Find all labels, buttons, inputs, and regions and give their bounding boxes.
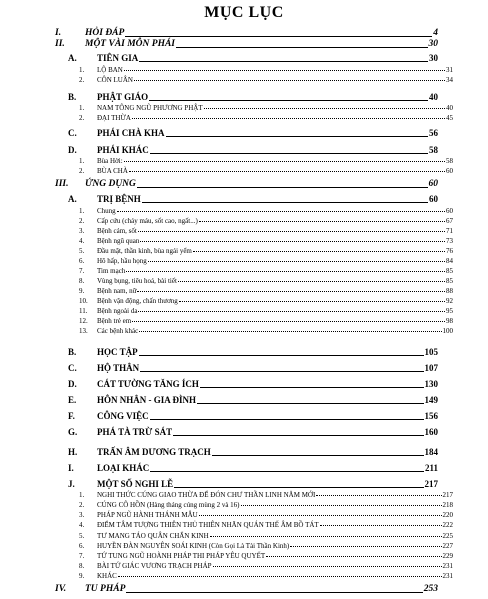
toc-entry-page: 95 — [446, 307, 453, 315]
toc-entry-number: 1. — [79, 66, 85, 74]
toc-entry[interactable] — [79, 76, 453, 84]
toc-entry-title: Bệnh nam, nữ — [97, 287, 137, 295]
toc-leader — [150, 471, 424, 472]
toc-leader — [124, 161, 445, 162]
toc-entry-number: J. — [68, 479, 75, 489]
toc-entry-number: 9. — [79, 287, 85, 295]
toc-entry-title: HÔN NHÂN - GIA ĐÌNH — [97, 395, 197, 405]
toc-entry-page: 58 — [429, 145, 438, 155]
toc-entry-number: A. — [68, 194, 77, 204]
toc-entry-title: Bệnh trẻ em — [97, 317, 132, 325]
toc-entry[interactable] — [68, 347, 438, 357]
toc-entry-page: 85 — [446, 267, 453, 275]
toc-entry-number: 5. — [79, 532, 85, 540]
toc-entry-page: 60 — [428, 179, 438, 189]
toc-entry-title: HỌC TẬP — [97, 347, 138, 357]
toc-entry-title: Bệnh cảm, sốt — [97, 227, 137, 235]
toc-entry-title: ĐIỂM TÂM TƯỢNG THIÊN THỦ THIÊN NHÃN QUÁN THẾ ÂM BỒ TÁT — [97, 521, 319, 529]
toc-entry-title: Hô hấp, hầu họng — [97, 257, 147, 265]
toc-entry-number: 1. — [79, 104, 85, 112]
toc-entry-number: 8. — [79, 562, 85, 570]
toc-entry-title: PHÁ TÀ TRỪ SÁT — [97, 427, 173, 437]
toc-leader — [193, 251, 445, 252]
toc-leader — [139, 355, 424, 356]
toc-entry-number: E. — [68, 395, 77, 405]
toc-entry-title: NAM TÔNG NGŨ PHƯƠNG PHẬT — [97, 104, 203, 112]
toc-entry-page: 220 — [442, 511, 453, 519]
toc-entry-page: 218 — [442, 501, 453, 509]
toc-leader — [174, 487, 423, 488]
toc-entry[interactable] — [79, 227, 453, 235]
toc-entry-page: 73 — [446, 237, 453, 245]
toc-leader — [134, 80, 445, 81]
toc-entry-number: D. — [68, 145, 77, 155]
toc-entry[interactable] — [79, 552, 453, 560]
toc-leader — [138, 231, 445, 232]
toc-leader — [118, 576, 442, 577]
toc-leader — [212, 455, 424, 456]
toc-entry-number: 1. — [79, 491, 85, 499]
toc-entry[interactable] — [68, 194, 438, 204]
toc-entry[interactable] — [79, 167, 453, 175]
toc-entry-number: 1. — [79, 207, 85, 215]
toc-entry-number: 2. — [79, 114, 85, 122]
toc-entry[interactable] — [79, 521, 453, 529]
toc-entry[interactable] — [68, 145, 438, 155]
toc-entry-page: 34 — [446, 76, 453, 84]
toc-entry[interactable] — [68, 363, 438, 373]
toc-leader — [140, 241, 445, 242]
toc-entry[interactable] — [55, 584, 438, 594]
toc-entry-title: LỘ BAN — [97, 66, 123, 74]
toc-entry[interactable] — [79, 104, 453, 112]
toc-leader — [150, 419, 424, 420]
toc-entry-page: 67 — [446, 217, 453, 225]
toc-entry-page: 40 — [446, 104, 453, 112]
toc-leader — [139, 331, 441, 332]
toc-entry-number: 6. — [79, 542, 85, 550]
toc-leader — [173, 435, 423, 436]
toc-entry-number: 6. — [79, 257, 85, 265]
toc-leader — [199, 221, 445, 222]
toc-entry-number: 12. — [79, 317, 88, 325]
toc-entry-number: G. — [68, 427, 78, 437]
toc-entry[interactable] — [68, 395, 438, 405]
toc-entry-title: Đầu mặt, thần kinh, bùa ngải yểm — [97, 247, 192, 255]
toc-entry[interactable] — [79, 267, 453, 275]
page-title: MỤC LỤC — [204, 4, 284, 21]
toc-entry[interactable] — [79, 217, 453, 225]
toc-leader — [166, 136, 429, 137]
toc-entry-number: 2. — [79, 76, 85, 84]
toc-entry[interactable] — [79, 317, 453, 325]
toc-entry-number: D. — [68, 379, 77, 389]
toc-entry-page: 71 — [446, 227, 453, 235]
toc-leader — [176, 47, 428, 48]
toc-entry-title: MỘT VÀI MÔN PHÁI — [85, 39, 175, 49]
toc-entry-page: 160 — [424, 427, 438, 437]
toc-entry-page: 105 — [424, 347, 438, 357]
toc-entry-title: TƯ MANG TÁO QUÂN CHẨN KINH — [97, 532, 209, 540]
toc-entry[interactable] — [79, 66, 453, 74]
toc-entry-number: 5. — [79, 247, 85, 255]
toc-entry-page: 231 — [442, 572, 453, 580]
toc-entry-title: Các bệnh khác — [97, 327, 139, 335]
toc-entry[interactable] — [68, 427, 438, 437]
toc-leader — [199, 515, 442, 516]
toc-entry-title: CÔNG VIỆC — [97, 411, 149, 421]
toc-leader — [290, 546, 441, 547]
toc-leader — [200, 387, 424, 388]
toc-entry-title: HỎI ĐÁP — [85, 28, 125, 38]
toc-leader — [213, 566, 442, 567]
toc-entry[interactable] — [68, 92, 438, 102]
toc-entry[interactable] — [79, 277, 453, 285]
toc-entry[interactable] — [79, 511, 453, 519]
toc-entry-page: 156 — [424, 411, 438, 421]
toc-entry[interactable] — [79, 501, 453, 509]
toc-entry-number: 4. — [79, 521, 85, 529]
toc-entry-page: 217 — [442, 491, 453, 499]
toc-entry-page: 107 — [424, 363, 438, 373]
toc-entry-title: LOẠI KHÁC — [97, 463, 150, 473]
toc-leader — [124, 70, 445, 71]
toc-entry-number: B. — [68, 347, 77, 357]
toc-entry-number: 2. — [79, 167, 85, 175]
toc-leader — [126, 592, 422, 593]
toc-entry-title: TIÊN GIA — [97, 53, 139, 63]
toc-entry-title: NGHI THỨC CÚNG GIAO THỪA ĐỂ ĐÓN CHƯ THẦN LINH NĂM MỚI — [97, 491, 316, 499]
toc-entry-title: Bệnh vận động, chấn thương — [97, 297, 178, 305]
toc-entry-number: II. — [55, 39, 65, 49]
toc-entry-page: 231 — [442, 562, 453, 570]
toc-entry-page: 130 — [424, 379, 438, 389]
toc-leader — [178, 281, 445, 282]
toc-entry-title: Bệnh ngoài da — [97, 307, 138, 315]
toc-entry-title: PHÁI CHÀ KHA — [97, 128, 165, 138]
toc-entry-number: 13. — [79, 327, 88, 335]
toc-entry-page: 60 — [446, 167, 453, 175]
toc-leader — [137, 291, 445, 292]
toc-leader — [132, 321, 445, 322]
toc-entry[interactable] — [68, 411, 438, 421]
toc-entry-number: H. — [68, 447, 78, 457]
toc-entry-number: 9. — [79, 572, 85, 580]
toc-entry-page: 211 — [424, 463, 438, 473]
toc-entry[interactable] — [79, 237, 453, 245]
toc-entry-number: 2. — [79, 501, 85, 509]
toc-entry-number: 7. — [79, 552, 85, 560]
toc-entry-page: 45 — [446, 114, 453, 122]
toc-entry-page: 56 — [429, 128, 438, 138]
toc-leader — [117, 211, 445, 212]
toc-entry-page: 222 — [442, 521, 453, 529]
toc-entry[interactable] — [68, 128, 438, 138]
toc-entry-page: 30 — [428, 39, 438, 49]
toc-entry[interactable] — [79, 287, 453, 295]
toc-entry-number: A. — [68, 53, 77, 63]
toc-leader — [316, 495, 441, 496]
toc-entry-number: F. — [68, 411, 75, 421]
toc-entry-number: C. — [68, 128, 77, 138]
toc-entry-page: 217 — [424, 479, 438, 489]
toc-entry[interactable] — [68, 53, 438, 63]
toc-entry-title: BÀI TỨ GIÁC VƯƠNG TRẠCH PHÁP — [97, 562, 212, 570]
toc-entry-page: 60 — [429, 194, 438, 204]
toc-entry-number: 10. — [79, 297, 88, 305]
toc-entry-title: CÁT TƯỜNG TĂNG ÍCH — [97, 379, 199, 389]
toc-entry-title: Bùa Hời: — [97, 157, 123, 165]
toc-entry-title: KHÁC — [97, 572, 117, 580]
toc-entry-number: IV. — [55, 584, 67, 594]
toc-entry[interactable] — [79, 157, 453, 165]
toc-entry-page: 58 — [446, 157, 453, 165]
toc-entry-title: Vùng bụng, tiêu hoá, bài tiết — [97, 277, 177, 285]
toc-entry-title: TRẤN ÂM DƯƠNG TRẠCH — [97, 447, 211, 457]
toc-entry-title: BÙA CHÀ — [97, 167, 128, 175]
toc-entry-title: TRỊ BỆNH — [97, 194, 141, 204]
toc-entry-page: 31 — [446, 66, 453, 74]
toc-entry-title: Tim mạch — [97, 267, 126, 275]
toc-entry-page: 149 — [424, 395, 438, 405]
toc-entry-page: 40 — [429, 92, 438, 102]
toc-entry-page: 30 — [429, 53, 438, 63]
toc-entry-title: TỨ TUNG NGŨ HOÀNH PHÁP THI PHÁP YÊU QUYẾT — [97, 552, 266, 560]
toc-entry[interactable] — [79, 542, 453, 550]
toc-entry[interactable] — [79, 572, 453, 580]
toc-leader — [129, 171, 445, 172]
toc-entry-page: 60 — [446, 207, 453, 215]
toc-leader — [138, 311, 445, 312]
toc-entry-page: 253 — [423, 584, 438, 594]
toc-entry[interactable] — [68, 479, 438, 489]
toc-leader — [132, 118, 445, 119]
toc-entry-number: 3. — [79, 227, 85, 235]
toc-entry-page: 227 — [442, 542, 453, 550]
toc-entry-number: 2. — [79, 217, 85, 225]
toc-entry-title: HUYỀN ĐÀN NGUYÊN SOÁI KINH (Còn Gọi Là Tài Thần Kinh) — [97, 542, 290, 550]
toc-leader — [139, 61, 428, 62]
toc-entry[interactable] — [79, 114, 453, 122]
toc-leader — [125, 36, 432, 37]
toc-entry[interactable] — [79, 257, 453, 265]
toc-entry-title: MỘT SỐ NGHI LỄ — [97, 479, 174, 489]
toc-entry-page: 100 — [442, 327, 453, 335]
toc-entry-page: 4 — [433, 28, 438, 38]
toc-leader — [210, 536, 442, 537]
toc-leader — [204, 108, 445, 109]
toc-entry-title: Cấp cứu (chảy máu, sốt cao, ngất...) — [97, 217, 198, 225]
toc-entry-number: 8. — [79, 277, 85, 285]
toc-leader — [149, 100, 428, 101]
toc-entry-title: PHÁP NGŨ HÀNH THÁNH MẪU — [97, 511, 198, 519]
toc-entry[interactable] — [79, 532, 453, 540]
toc-leader — [197, 403, 423, 404]
toc-leader — [320, 525, 442, 526]
toc-entry-number: 1. — [79, 157, 85, 165]
toc-entry-title: PHÁI KHÁC — [97, 145, 149, 155]
toc-entry[interactable] — [79, 247, 453, 255]
toc-leader — [142, 202, 428, 203]
toc-entry-title: CÔN LUÂN — [97, 76, 133, 84]
toc-entry-number: III. — [55, 179, 69, 189]
toc-leader — [126, 271, 445, 272]
toc-entry-title: CÚNG CÔ HỒN (Hàng tháng cúng mùng 2 và 16) — [97, 501, 240, 509]
toc-entry[interactable] — [55, 28, 438, 38]
toc-entry-title: ỨNG DỤNG — [85, 179, 136, 189]
toc-leader — [140, 371, 423, 372]
toc-entry-title: PHẬT GIÁO — [97, 92, 149, 102]
toc-leader — [179, 301, 445, 302]
toc-entry-title: Bệnh ngũ quan — [97, 237, 140, 245]
toc-entry-number: C. — [68, 363, 77, 373]
toc-entry-number: I. — [55, 28, 62, 38]
toc-entry[interactable] — [79, 327, 453, 335]
toc-entry-page: 84 — [446, 257, 453, 265]
toc-entry-page: 225 — [442, 532, 453, 540]
toc-entry-title: TU PHÁP — [85, 584, 126, 594]
toc-entry[interactable] — [79, 491, 453, 499]
toc-entry-number: B. — [68, 92, 77, 102]
toc-entry-page: 85 — [446, 277, 453, 285]
toc-entry[interactable] — [79, 297, 453, 305]
toc-entry-number: I. — [68, 463, 74, 473]
toc-entry-number: 4. — [79, 237, 85, 245]
toc-entry-page: 76 — [446, 247, 453, 255]
toc-entry[interactable] — [55, 39, 438, 49]
toc-entry-number: 11. — [79, 307, 88, 315]
toc-entry[interactable] — [55, 179, 438, 189]
toc-entry-page: 88 — [446, 287, 453, 295]
toc-leader — [150, 153, 428, 154]
toc-leader — [266, 556, 441, 557]
toc-entry[interactable] — [68, 463, 438, 473]
toc-entry[interactable] — [68, 379, 438, 389]
toc-entry-number: 7. — [79, 267, 85, 275]
toc-entry-page: 229 — [442, 552, 453, 560]
toc-entry[interactable] — [68, 447, 438, 457]
toc-leader — [137, 187, 428, 188]
toc-entry[interactable] — [79, 562, 453, 570]
toc-entry-page: 98 — [446, 317, 453, 325]
toc-entry-title: ĐẠI THỪA — [97, 114, 131, 122]
toc-entry[interactable] — [79, 307, 453, 315]
toc-entry-title: HỘ THÂN — [97, 363, 140, 373]
toc-entry-title: Chung — [97, 207, 116, 215]
toc-entry-page: 184 — [424, 447, 438, 457]
toc-entry[interactable] — [79, 207, 453, 215]
toc-entry-page: 92 — [446, 297, 453, 305]
toc-leader — [241, 505, 442, 506]
toc-entry-number: 3. — [79, 511, 85, 519]
toc-leader — [148, 261, 445, 262]
